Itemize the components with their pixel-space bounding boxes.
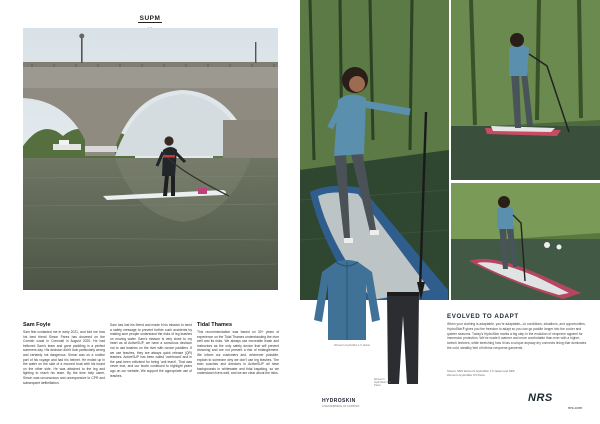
ad-small-print: Shown: NRS Women's HydroSkin 1.5 Jacket and NRS Women's HydroSkin 0.5 Pants: [447, 369, 515, 377]
jacket-caption: Women's HydroSkin 1.5 Jacket: [334, 344, 370, 347]
river-bridge-photo: [23, 28, 278, 290]
woman-paddleboarding-photo: [300, 0, 449, 300]
article-column-1: [23, 322, 105, 385]
section-heading-sam-foyle: Sam Foyle: [23, 322, 51, 328]
article-text-3: This recommendation was based on 30+ years of experience on the Tidal Thames understanding the river well and its risks. We always use moveable leash and instructors as the only safety device that will prevent drowning and are not present a risk of entanglement. We inform our customers and, whenever possible, explain to someone why we don't use leg leashes. The train coaches and directors in ActiveSUP all have backgrounds in whitewater and tidal kayaking, so we understand rivers well, and we are clear about the risks.: [197, 330, 279, 376]
article-text-2: Sam has lost his friend and made it his mission to send a safety message to prevent further such accidents by making sure people understand the risks of leg leashes on moving water. Sam's mission is very close to my heart as at ActiveSUP, we have a conscious decision not to use leashes on the river with novice paddlers. If we use leashes, they are always quick release (QR) leashes. ActiveSUP has been called 'overboard' and in the past been criticised for being 'anti leash'. That was never true, and our booth continued to highlight years ago on our website. We support the appropriate use of leashes.: [110, 323, 192, 378]
ad-body-text: When your clothing is adaptable, you're adaptable—to conditions, situations, and opportunities. HydroSkin® gives you the freedom to adapt so you can go paddle longer into the cooler and quieter seasons. Today's HydroSkin marks a big step in the evolution of neoprene apparel for immersion protection. We've made it warmer and more comfortable than ever with a higher-stretch textures, while stretching how it has a unique anyway dry connects lining that dominates the cold, stealthy feel of inferior neoprene garments.: [447, 322, 587, 350]
article-text-1: Sam first contacted me in early 2021, and told me how his best friend Simon Pares has drowned on the Cornish coast in Cornwall in August 2020. He had believed Sam's team and gone paddling in a perfect summers day. His decision didn't look particularly wrong and certainly not dangerous. Simon was on a routine part of his voyage and had his helmet. He ended up in the water on the side of a moored boat with his board on the other side. He was attached to the leg and fighting to reach his team. By the time help came, Simon was unconscious and unresponsive to CPR and subsequent defibrillation.: [23, 330, 105, 385]
section-heading-tidal-thames: Tidal Thames: [197, 322, 233, 328]
paddler-river-photo-top: [451, 0, 600, 180]
hydroskin-pants-image: [384, 290, 422, 386]
hydroskin-jacket-image: [312, 256, 382, 342]
ad-headline: EVOLVED TO ADAPT: [447, 313, 519, 320]
hydroskin-tagline: A MASTERPIECE OF COMFORT: [322, 405, 360, 408]
article-column-3: [197, 322, 279, 376]
nrs-logo: NRS: [528, 392, 553, 404]
nrs-url[interactable]: nrs.com: [568, 405, 583, 410]
hydroskin-logo: HYDROSKIN: [322, 398, 356, 404]
paddler-river-photo-bottom: [451, 183, 600, 300]
magazine-logo: SUPM: [139, 15, 161, 22]
article-column-2: [110, 323, 192, 378]
pants-caption: Women's HydroSkin 0.5 Pants: [374, 378, 391, 388]
